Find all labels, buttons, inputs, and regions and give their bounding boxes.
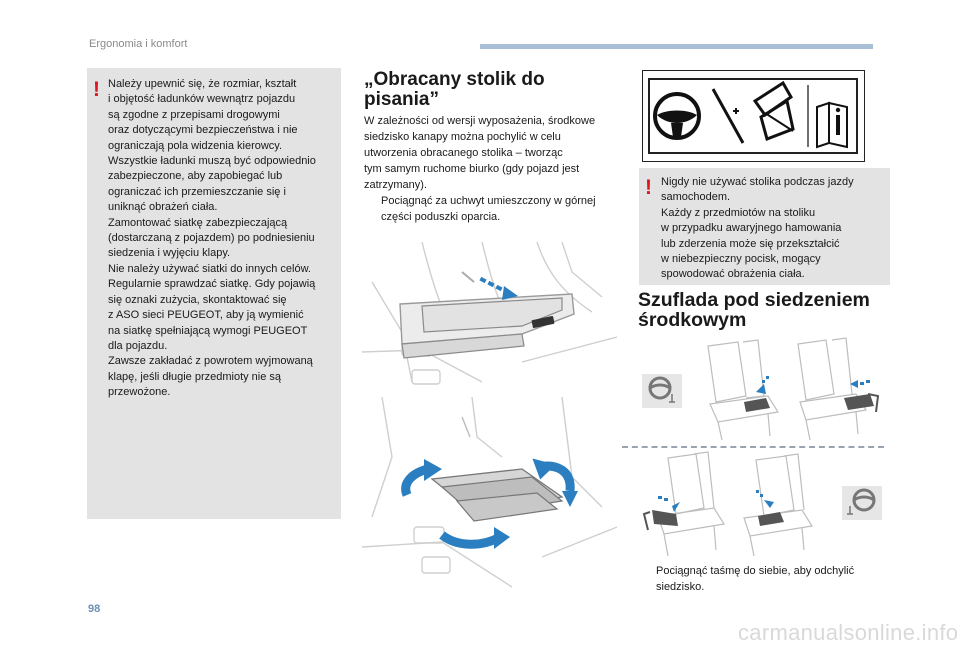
left-warning-line: ograniczają pola widzenia kierowcy. — [108, 139, 283, 152]
left-warning-text — [108, 77, 340, 401]
watermark: carmanualsonline.info — [738, 620, 959, 645]
info-book-icon — [817, 103, 847, 147]
drawer-bullet — [656, 564, 890, 595]
right-warning-line: w niebezpieczny pocisk, mogący — [661, 253, 821, 266]
left-warning-line: dla pojazdu. — [108, 339, 168, 352]
left-warning-line: się oznaki zużycia, skontaktować się — [108, 293, 287, 306]
desk-section-title — [364, 70, 545, 110]
section-title: Ergonomia i komfort — [89, 38, 188, 50]
left-warning-line: (dostarczaną z pojazdem) po podniesieniu — [108, 232, 315, 245]
desk-paragraph-line: zatrzymany). — [364, 179, 427, 191]
page-number: 98 — [88, 603, 101, 615]
desk-paragraph-line: W zależności od wersji wyposażenia, środkowe — [364, 115, 596, 127]
left-warning-line: Zawsze zakładać z powrotem wyjmowaną — [108, 355, 313, 368]
desk-bullet-line: części poduszki oparcia. — [381, 210, 501, 223]
seat-illustrations-rhd — [638, 450, 888, 562]
steering-wheel-icon — [655, 94, 699, 138]
right-warning-line: w przypadku awaryjnego hamowania — [661, 222, 842, 235]
desk-paragraph-line: utworzenia obracanego stolika – tworząc — [364, 147, 563, 159]
left-warning-line: siedzenia i wyjęciu klapy. — [108, 247, 231, 260]
airbag-warning-icon — [733, 83, 793, 139]
left-warning-line: klapę, jeśli długie przedmioty nie są — [108, 370, 282, 383]
left-warning-line: Regularnie sprawdzać siatkę. Gdy pojawią — [108, 278, 316, 291]
desk-paragraph — [364, 113, 620, 193]
desk-paragraph-line: tym samym ruchome biurko (gdy pojazd jest — [364, 163, 580, 175]
drawer-section-title — [638, 290, 870, 330]
left-warning-line: Wszystkie ładunki muszą być odpowiednio — [108, 155, 316, 168]
left-warning-line: z ASO sieci PEUGEOT, aby ją wymienić — [108, 309, 304, 322]
airbag-pictogram-box — [642, 70, 865, 162]
left-warning-line: Zamontować siatkę zabezpieczającą — [108, 216, 288, 229]
right-warning-line: Nigdy nie używać stolika podczas jazdy — [661, 176, 854, 188]
desk-title-line: „Obracany stolik do — [364, 69, 545, 90]
desk-illustration-rotate — [362, 397, 617, 592]
left-warning-line: oraz dotyczącymi bezpieczeństwa i nie — [108, 124, 298, 137]
left-warning-line: Należy upewnić się, że rozmiar, kształt — [108, 78, 297, 90]
left-warning-line: zabezpieczone, aby zapobiegać lub — [108, 170, 283, 183]
drawer-title-line: środkowym — [638, 309, 747, 331]
warning-icon: ! — [93, 78, 100, 101]
left-warning-line: uniknąć obrażeń ciała. — [108, 201, 218, 214]
left-warning-line: na siatkę spełniającą wymogi PEUGEOT — [108, 324, 308, 337]
desk-bullet-line: Pociągnąć za uchwyt umieszczony w górnej — [381, 195, 596, 207]
right-warning-line: samochodem. — [661, 191, 731, 204]
left-warning-line: ograniczać ich przemieszczanie się i — [108, 185, 286, 198]
right-warning-line: lub zderzenia może się przekształcić — [661, 237, 840, 250]
left-warning-line: są zgodne z przepisami drogowymi — [108, 108, 280, 121]
warning-icon: ! — [645, 176, 652, 199]
left-warning-line: i objętość ładunków wewnątrz pojazdu — [108, 93, 296, 106]
left-warning-line: przewożone. — [108, 386, 171, 399]
drawer-title-line: Szuflada pod siedzeniem — [638, 289, 870, 311]
drawer-bullet-line: siedzisko. — [656, 580, 705, 593]
desk-bullet — [381, 194, 621, 225]
right-warning-text — [661, 175, 887, 283]
drawer-bullet-line: Pociągnąć taśmę do siebie, aby odchylić — [656, 565, 855, 577]
right-warning-line: Każdy z przedmiotów na stoliku — [661, 206, 816, 219]
left-warning-line: Nie należy używać siatki do innych celów. — [108, 262, 311, 275]
seat-illustrations-lhd — [638, 336, 888, 444]
desk-illustration-pull-handle — [362, 242, 617, 392]
header-bar — [480, 44, 873, 49]
desk-paragraph-line: siedzisko kanapy można pochylić w celu — [364, 131, 561, 143]
dashed-separator — [622, 446, 884, 448]
desk-title-line: pisania” — [364, 89, 439, 110]
right-warning-line: spowodować obrażenia ciała. — [661, 268, 805, 281]
